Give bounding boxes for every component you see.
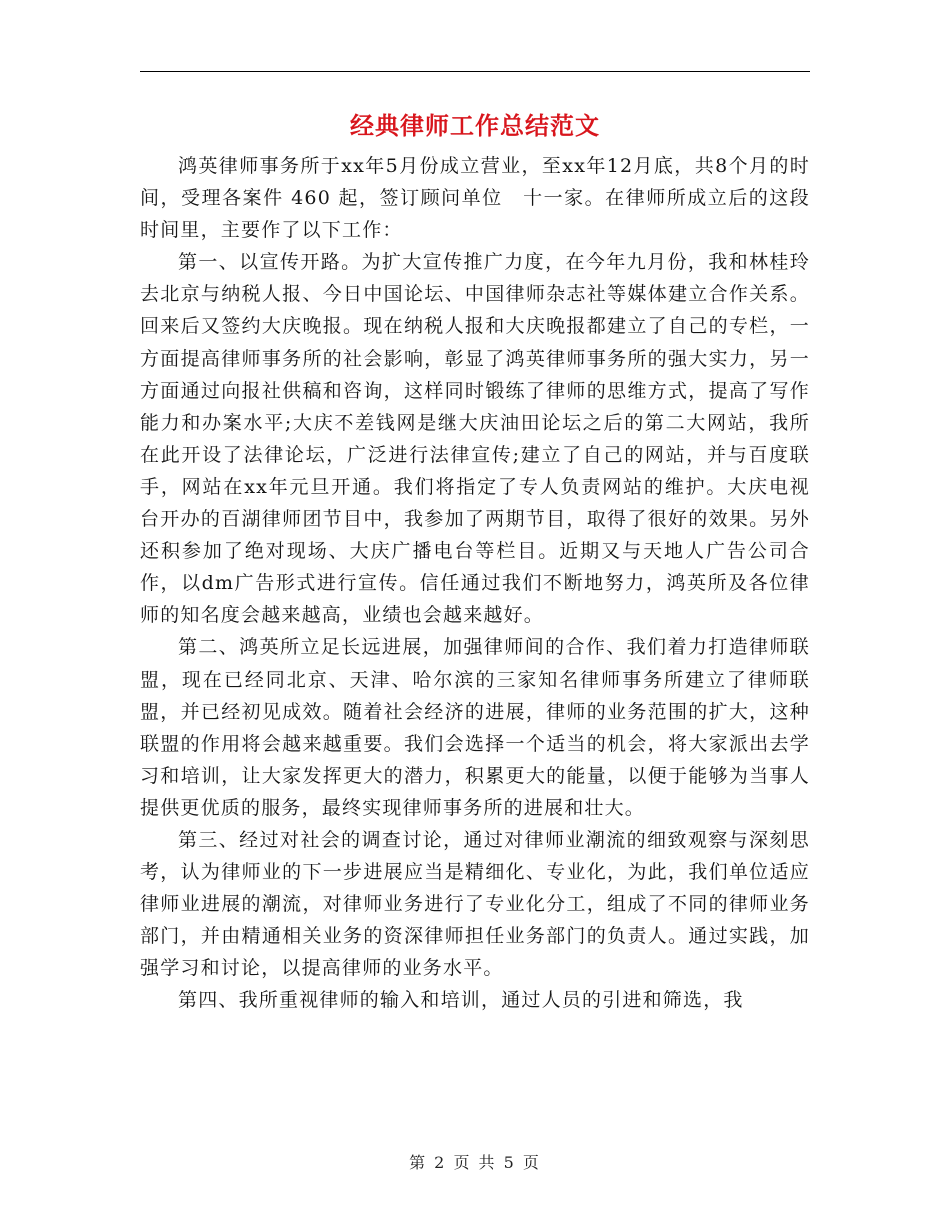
document-title: 经典律师工作总结范文 xyxy=(350,111,600,140)
paragraph-second: 第二、鸿英所立足长远进展，加强律师间的合作、我们着力打造律师联盟，现在已经同北京、天津、哈尔滨的三家知名律师事务所建立了律师联盟，并已经初见成效。随着社会经济的进展，律师的业务范围的扩大，这种联盟的作用将会越来越重要。我们会选择一个适当的机会，将大家派出去学习和培训，让大家发挥更大的潜力，积累更大的能量，以便于能够为当事人提供更优质的服务，最终实现律师事务所的进展和壮大。 xyxy=(140,636,810,819)
page-number: 第 2 页 共 5 页 xyxy=(409,1153,541,1172)
header-rule xyxy=(140,71,810,72)
paragraph-fourth: 第四、我所重视律师的输入和培训，通过人员的引进和筛选，我 xyxy=(178,989,744,1012)
paragraph-third: 第三、经过对社会的调查讨论，通过对律师业潮流的细致观察与深刻思考，认为律师业的下一步进展应当是精细化、专业化，为此，我们单位适应律师业进展的潮流，对律师业务进行了专业化分工，组成了不同的律师业务部门，并由精通相关业务的资深律师担任业务部门的负责人。通过实践，加强学习和讨论，以提高律师的业务水平。 xyxy=(140,828,810,980)
paragraph-intro: 鸿英律师事务所于xx年5月份成立营业，至xx年12月底，共8个月的时间，受理各案件 460 起，签订顾问单位 十一家。在律师所成立后的这段时间里，主要作了以下工作： xyxy=(140,155,810,242)
paragraph-first: 第一、以宣传开路。为扩大宣传推广力度，在今年九月份，我和林桂玲去北京与纳税人报、今日中国论坛、中国律师杂志社等媒体建立合作关系。回来后又签约大庆晚报。现在纳税人报和大庆晚报都建立了自己的专栏，一方面提高律师事务所的社会影响，彰显了鸿英律师事务所的强大实力，另一方面通过向报社供稿和咨询，这样同时锻练了律师的思维方式，提高了写作能力和办案水平;大庆不差钱网是继大庆油田论坛之后的第二大网站，我所在此开设了法律论坛，广泛进行法律宣传;建立了自己的网站，并与百度联手，网站在xx年元旦开通。我们将指定了专人负责网站的维护。大庆电视台开办的百湖律师团节目中，我参加了两期节目，取得了很好的效果。另外还积参加了绝对现场、大庆广播电台等栏目。近期又与天地人广告公司合作，以dm广告形式进行宣传。信任通过我们不断地努力，鸿英所及各位律师的知名度会越来越高，业绩也会越来越好。 xyxy=(140,251,810,627)
document-body xyxy=(140,150,810,1017)
